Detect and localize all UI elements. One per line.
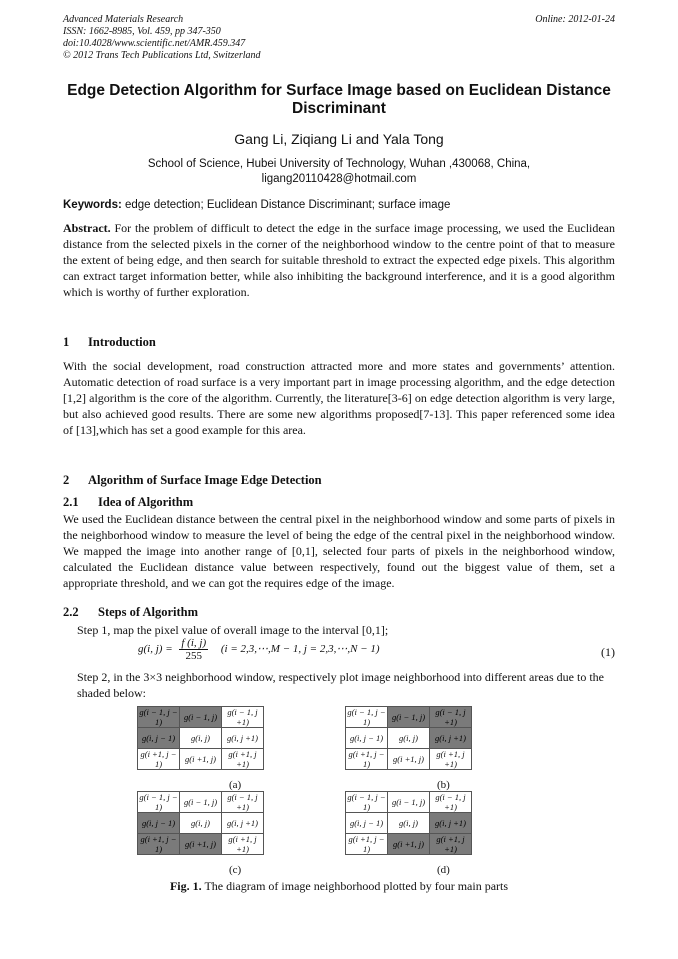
grid-label-c: (c)	[229, 864, 242, 876]
section-number: 2	[63, 473, 70, 487]
neighborhood-grid-d	[345, 791, 472, 855]
formula-denominator: 255	[185, 650, 202, 662]
neighborhood-grid-b	[345, 706, 472, 770]
keywords-text: edge detection; Euclidean Distance Discriminant; surface image	[125, 199, 451, 211]
neighborhood-grid-a	[137, 706, 264, 770]
equation-number: (1)	[601, 645, 615, 659]
grid-cell: g(i +1, j − 1)	[346, 749, 388, 770]
grid-cell: g(i − 1, j − 1)	[347, 707, 386, 727]
grid-cell: g(i +1, j +1)	[430, 834, 472, 855]
issn: ISSN: 1662-8985, Vol. 459, pp 347-350	[63, 26, 221, 37]
grid-row	[138, 728, 264, 749]
grid-cell: g(i − 1, j +1)	[430, 792, 472, 813]
figure-caption-text: The diagram of image neighborhood plotted by four main parts	[204, 879, 509, 893]
grid-cell: g(i − 1, j)	[388, 707, 430, 728]
grid-cell: g(i +1, j +1)	[222, 834, 264, 855]
formula-range: (i = 2,3,⋯,M − 1, j = 2,3,⋯,N − 1)	[220, 643, 380, 656]
abstract-label: Abstract.	[63, 221, 111, 235]
online-date: Online: 2012-01-24	[535, 14, 615, 25]
grid-cell: g(i, j − 1)	[138, 813, 180, 834]
copyright: © 2012 Trans Tech Publications Ltd, Switzerland	[63, 50, 261, 61]
grid-cell: g(i, j +1)	[222, 728, 264, 749]
grid-label-d: (d)	[437, 864, 450, 876]
grid-row	[138, 707, 264, 728]
grid-cell: g(i, j − 1)	[138, 728, 180, 749]
neighborhood-grid-c	[137, 791, 264, 855]
grid-cell: g(i +1, j − 1)	[138, 749, 180, 770]
grid-cell: g(i − 1, j)	[180, 707, 222, 728]
section-1-heading	[63, 335, 156, 350]
figure-caption-label: Fig. 1.	[169, 879, 202, 893]
section-title: Algorithm of Surface Image Edge Detection	[88, 473, 322, 487]
grid-cell: g(i, j)	[180, 813, 222, 834]
section-title: Idea of Algorithm	[98, 495, 194, 509]
grid-cell: g(i, j)	[388, 728, 430, 749]
figure-caption	[63, 879, 615, 894]
grid-cell: g(i − 1, j)	[388, 792, 430, 813]
section-title: Introduction	[88, 335, 156, 349]
grid-cell: g(i +1, j)	[388, 749, 430, 770]
grid-cell: g(i − 1, j)	[180, 792, 222, 813]
section-2-2-heading	[63, 605, 198, 620]
grid-cell: g(i − 1, j +1)	[430, 707, 472, 728]
doi: doi:10.4028/www.scientific.net/AMR.459.347	[63, 38, 246, 49]
grid-label-a: (a)	[229, 779, 242, 791]
formula-1	[138, 637, 380, 662]
grid-label-b: (b)	[437, 779, 450, 791]
grid-row	[138, 792, 264, 813]
grid-row	[138, 834, 264, 855]
grid-row	[138, 749, 264, 770]
grid-cell: g(i, j +1)	[430, 813, 472, 834]
grid-cell: g(i, j)	[180, 728, 222, 749]
grid-cell: g(i +1, j − 1)	[138, 834, 180, 855]
formula-fraction	[179, 637, 208, 662]
grid-row	[346, 813, 472, 834]
grid-cell: g(i − 1, j +1)	[222, 707, 264, 728]
section-2-1-heading	[63, 495, 193, 510]
formula-lhs: g(i, j) =	[138, 643, 173, 656]
section-number: 1	[63, 335, 70, 349]
grid-cell: g(i +1, j +1)	[222, 749, 264, 770]
abstract	[63, 220, 615, 300]
grid-cell: g(i +1, j)	[180, 749, 222, 770]
grid-row	[346, 707, 472, 728]
grid-cell: g(i +1, j +1)	[430, 749, 472, 770]
grid-row	[346, 749, 472, 770]
grid-cell: g(i, j − 1)	[346, 728, 388, 749]
introduction-text: With the social development, road construction attracted more and more states and governments’ attention. Automatic detection of road surface is a very important part in image processing algorithm, and the edge detection [1,2] algorithm is the core of the algorithm. Currently, the literature[3-6] on edge detection algorithm is very large, but also achieved good results. There are some new algorithms proposed[7-13]. This paper referenced some idea of [13],which has set a good example for this area.	[63, 359, 615, 437]
keywords-label: Keywords:	[63, 199, 122, 211]
grid-cell: g(i +1, j)	[180, 834, 222, 855]
step-1: Step 1, map the pixel value of overall image to the interval [0,1];	[77, 623, 389, 637]
abstract-text: For the problem of difficult to detect the edge in the surface image processing, we used the Euclidean distance from the selected pixels in the corner of the neighborhood window to the centre point of that to measure the extent of being edge, and then search for suitable threshold to extract the expected edge pixels. This algorithm can extract target information better, while also inhibiting the background interference, and it is a good algorithm which is worthy of further exploration.	[63, 221, 616, 299]
grid-row	[138, 813, 264, 834]
idea-text: We used the Euclidean distance between the central pixel in the neighborhood window and some parts of pixels in the neighborhood window to measure the level of being the edge of the central pixel in the neighborhood window. We mapped the image into another range of [0,1], selected four parts of pixels in the neighborhood window, calculated the Euclidean distance value between respectively, found out the biggest value of them, set a appropriate threshold, and we can got the requires edge of the image.	[63, 512, 615, 590]
grid-cell: g(i +1, j − 1)	[346, 834, 388, 855]
grid-cell: g(i − 1, j − 1)	[347, 792, 386, 812]
step-2: Step 2, in the 3×3 neighborhood window, respectively plot image neighborhood into different areas due to the shaded below:	[77, 670, 604, 700]
grid-cell: g(i, j)	[388, 813, 430, 834]
section-number: 2.1	[63, 495, 79, 509]
authors: Gang Li, Ziqiang Li and Yala Tong	[234, 131, 444, 147]
affiliation-block	[63, 157, 615, 187]
section-number: 2.2	[63, 605, 79, 619]
grid-row	[346, 834, 472, 855]
grid-cell: g(i − 1, j − 1)	[139, 707, 178, 727]
grid-row	[346, 728, 472, 749]
grid-cell: g(i − 1, j − 1)	[139, 792, 178, 812]
keywords	[63, 199, 615, 211]
paper-title: Edge Detection Algorithm for Surface Image based on Euclidean Distance Discriminant	[67, 82, 611, 117]
section-2-heading	[63, 473, 322, 488]
grid-cell: g(i − 1, j +1)	[222, 792, 264, 813]
affiliation: School of Science, Hubei University of Technology, Wuhan ,430068, China,	[147, 158, 531, 170]
journal-name: Advanced Materials Research	[63, 14, 184, 25]
grid-row	[346, 792, 472, 813]
email: ligang20110428@hotmail.com	[261, 173, 417, 185]
section-title: Steps of Algorithm	[98, 605, 198, 619]
grid-cell: g(i, j − 1)	[346, 813, 388, 834]
grid-cell: g(i, j +1)	[430, 728, 472, 749]
grid-cell: g(i +1, j)	[388, 834, 430, 855]
journal-header	[63, 14, 261, 62]
grid-cell: g(i, j +1)	[222, 813, 264, 834]
formula-numerator: f (i, j)	[181, 637, 207, 649]
